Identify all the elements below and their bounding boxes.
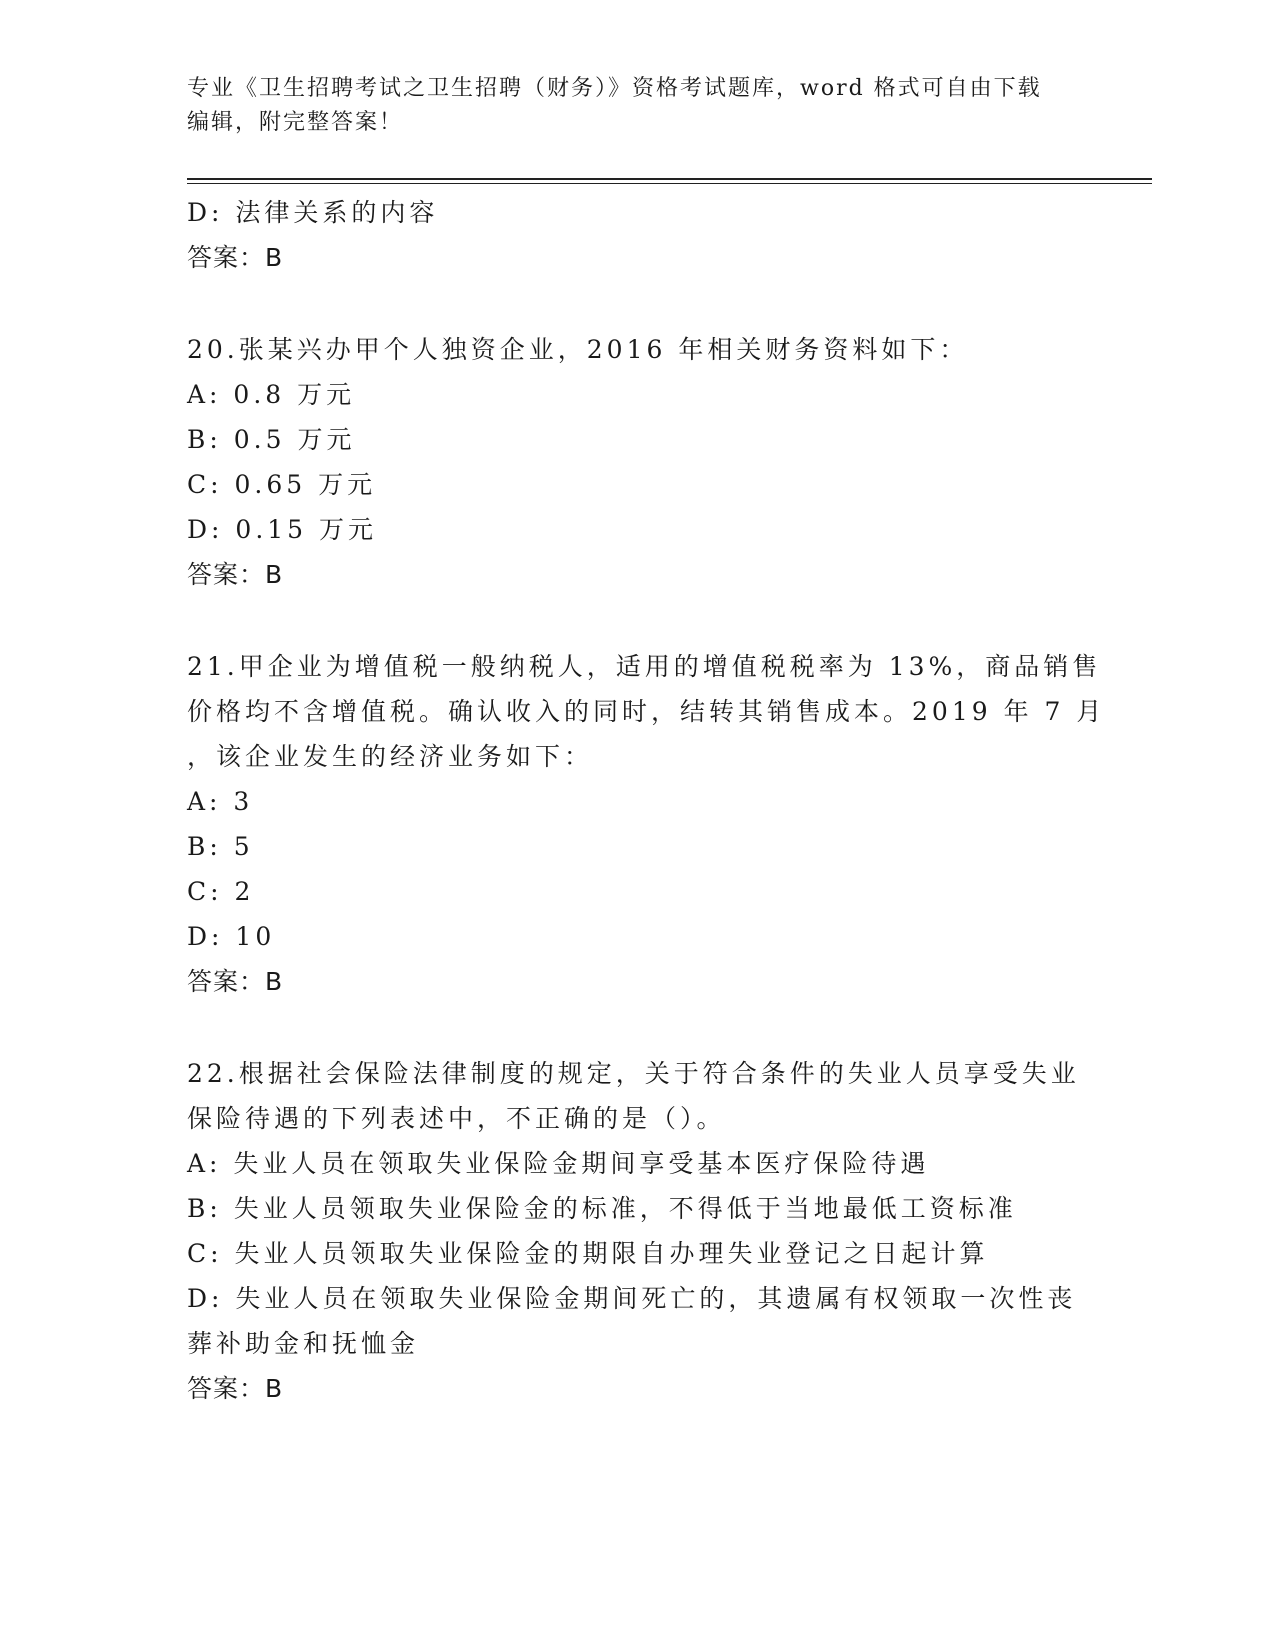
question-stem: 20.张某兴办甲个人独资企业，2016 年相关财务资料如下： <box>187 335 969 364</box>
question-stem-line-2: 价格均不含增值税。确认收入的同时，结转其销售成本。2019 年 7 月 <box>187 697 1106 726</box>
question-22 <box>187 1051 1080 1411</box>
spacer <box>187 280 1067 327</box>
question-stem-line-2: 保险待遇的下列表述中，不正确的是（）。 <box>187 1104 726 1133</box>
header-rule-thin <box>187 183 1152 184</box>
option-d: D: 0.15 万元 <box>187 515 378 544</box>
header-line-2: 编辑，附完整答案！ <box>187 110 404 135</box>
option-d: D: 10 <box>187 922 276 951</box>
spacer <box>187 597 1067 644</box>
option-a: A: 失业人员在领取失业保险金期间享受基本医疗保险待遇 <box>187 1149 930 1178</box>
header-rule-thick <box>187 178 1152 180</box>
question-20 <box>187 327 1067 597</box>
answer-line: 答案：B <box>187 243 284 272</box>
option-d: D: 法律关系的内容 <box>187 198 439 227</box>
option-b: B: 5 <box>187 832 254 861</box>
option-d: D: 失业人员在领取失业保险金期间死亡的，其遗属有权领取一次性丧 <box>187 1284 1077 1313</box>
question-stem-line-1: 22.根据社会保险法律制度的规定，关于符合条件的失业人员享受失业 <box>187 1059 1080 1088</box>
spacer <box>187 1004 1067 1051</box>
question-stem-line-1: 21.甲企业为增值税一般纳税人，适用的增值税税率为 13%，商品销售 <box>187 652 1102 681</box>
header-line-1: 专业《卫生招聘考试之卫生招聘（财务）》资格考试题库，word 格式可自由下载 <box>187 76 1042 101</box>
answer-line: 答案：B <box>187 560 284 589</box>
question-21 <box>187 644 1106 1004</box>
option-c: C: 失业人员领取失业保险金的期限自办理失业登记之日起计算 <box>187 1239 989 1268</box>
document-header <box>187 72 1067 140</box>
answer-line: 答案：B <box>187 1374 284 1403</box>
option-d-continuation: 葬补助金和抚恤金 <box>187 1329 420 1358</box>
question-19-tail <box>187 190 1067 280</box>
option-a: A: 3 <box>187 787 254 816</box>
option-a: A: 0.8 万元 <box>187 380 356 409</box>
option-b: B: 失业人员领取失业保险金的标准，不得低于当地最低工资标准 <box>187 1194 1017 1223</box>
question-stem-line-3: ，该企业发生的经济业务如下： <box>187 742 594 771</box>
option-c: C: 0.65 万元 <box>187 470 377 499</box>
question-list <box>187 190 1106 1411</box>
option-b: B: 0.5 万元 <box>187 425 356 454</box>
option-c: C: 2 <box>187 877 255 906</box>
answer-line: 答案：B <box>187 967 284 996</box>
